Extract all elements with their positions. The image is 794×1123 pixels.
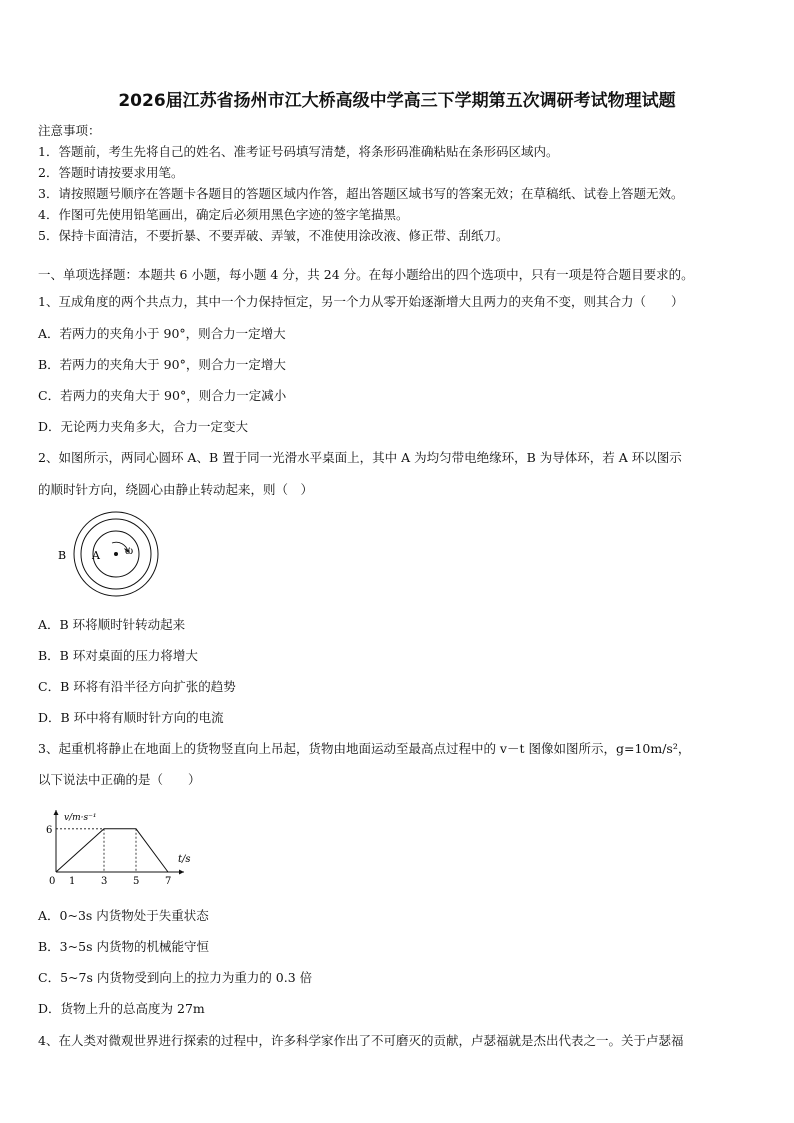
section-heading: 一、单项选择题：本题共 6 小题，每小题 4 分，共 24 分。在每小题给出的四个选项中，只有一项是符合题目要求的。	[38, 267, 694, 282]
question-2-stem-cont: 的顺时针方向，绕圆心由静止转动起来，则（ ）	[38, 482, 314, 497]
question-3-option-c: C．5~7s 内货物受到向上的拉力为重力的 0.3 倍	[38, 970, 313, 985]
velocity-line	[56, 829, 168, 872]
question-1-option-d: D．无论两力夹角多大，合力一定变大	[38, 419, 249, 434]
question-2-stem: 2、如图所示，两同心圆环 A、B 置于同一光滑水平桌面上，其中 A 为均匀带电绝缘环，B 为导体环，若 A 环以图示	[38, 450, 682, 465]
question-4-stem: 4、在人类对微观世界进行探索的过程中，许多科学家作出了不可磨灭的贡献，卢瑟福就是杰出代表之一。关于卢瑟福	[38, 1033, 684, 1048]
notice-item: 3．请按照题号顺序在答题卡各题目的答题区域内作答，超出答题区域书写的答案无效；在草稿纸、试卷上答题无效。	[38, 186, 684, 201]
x-tick-label: 0	[49, 876, 56, 887]
x-tick-label: 7	[165, 876, 172, 887]
page-title: 2026届江苏省扬州市江大桥高级中学高三下学期第五次调研考试物理试题	[118, 91, 676, 111]
y-axis-arrow	[54, 810, 59, 815]
question-1-option-c: C．若两力的夹角大于 90°，则合力一定减小	[38, 388, 287, 403]
y-tick-label: 6	[46, 824, 53, 836]
question-1-stem: 1、互成角度的两个共点力，其中一个力保持恒定，另一个力从零开始逐渐增大且两力的夹角不变，则其合力（ ）	[38, 294, 684, 309]
notice-heading: 注意事项：	[38, 123, 101, 138]
notice-item: 2．答题时请按要求用笔。	[38, 165, 184, 180]
question-3-option-a: A．0~3s 内货物处于失重状态	[38, 908, 209, 923]
question-3-stem-cont: 以下说法中正确的是（ ）	[38, 772, 201, 787]
y-axis-label: v/m·s⁻¹	[64, 813, 97, 823]
question-1-option-a: A．若两力的夹角小于 90°，则合力一定增大	[38, 326, 286, 341]
question-2-option-d: D．B 环中将有顺时针方向的电流	[38, 710, 224, 725]
label-b: B	[58, 549, 67, 562]
notice-item: 1．答题前，考生先将自己的姓名、准考证号码填写清楚，将条形码准确粘贴在条形码区域内。	[38, 144, 559, 159]
notice-item: 5．保持卡面清洁，不要折暴、不要弄破、弄皱，不准使用涂改液、修正带、刮纸刀。	[38, 228, 509, 243]
x-tick-label: 1	[69, 876, 76, 887]
question-1-option-b: B．若两力的夹角大于 90°，则合力一定增大	[38, 357, 286, 372]
question-3-option-d: D．货物上升的总高度为 27m	[38, 1001, 205, 1016]
label-omega: ω	[125, 546, 134, 557]
question-3-option-b: B．3~5s 内货物的机械能守恒	[38, 939, 209, 954]
vt-chart	[42, 806, 202, 888]
x-tick-label: 5	[133, 876, 140, 887]
ring-center-dot	[114, 552, 118, 556]
question-3-stem: 3、起重机将静止在地面上的货物竖直向上吊起，货物由地面运动至最高点过程中的 v－t 图像如图所示，g=10m/s²，	[38, 741, 691, 756]
x-tick-label: 3	[101, 876, 108, 887]
x-axis-arrow	[179, 870, 184, 875]
rings-figure	[50, 508, 170, 608]
notice-item: 4．作图可先使用铅笔画出，确定后必须用黑色字迹的签字笔描黑。	[38, 207, 409, 222]
label-a: A	[92, 549, 100, 562]
question-2-option-a: A．B 环将顺时针转动起来	[38, 617, 186, 632]
question-2-option-c: C．B 环将有沿半径方向扩张的趋势	[38, 679, 236, 694]
question-2-option-b: B．B 环对桌面的压力将增大	[38, 648, 198, 663]
x-axis-label: t/s	[178, 854, 191, 865]
